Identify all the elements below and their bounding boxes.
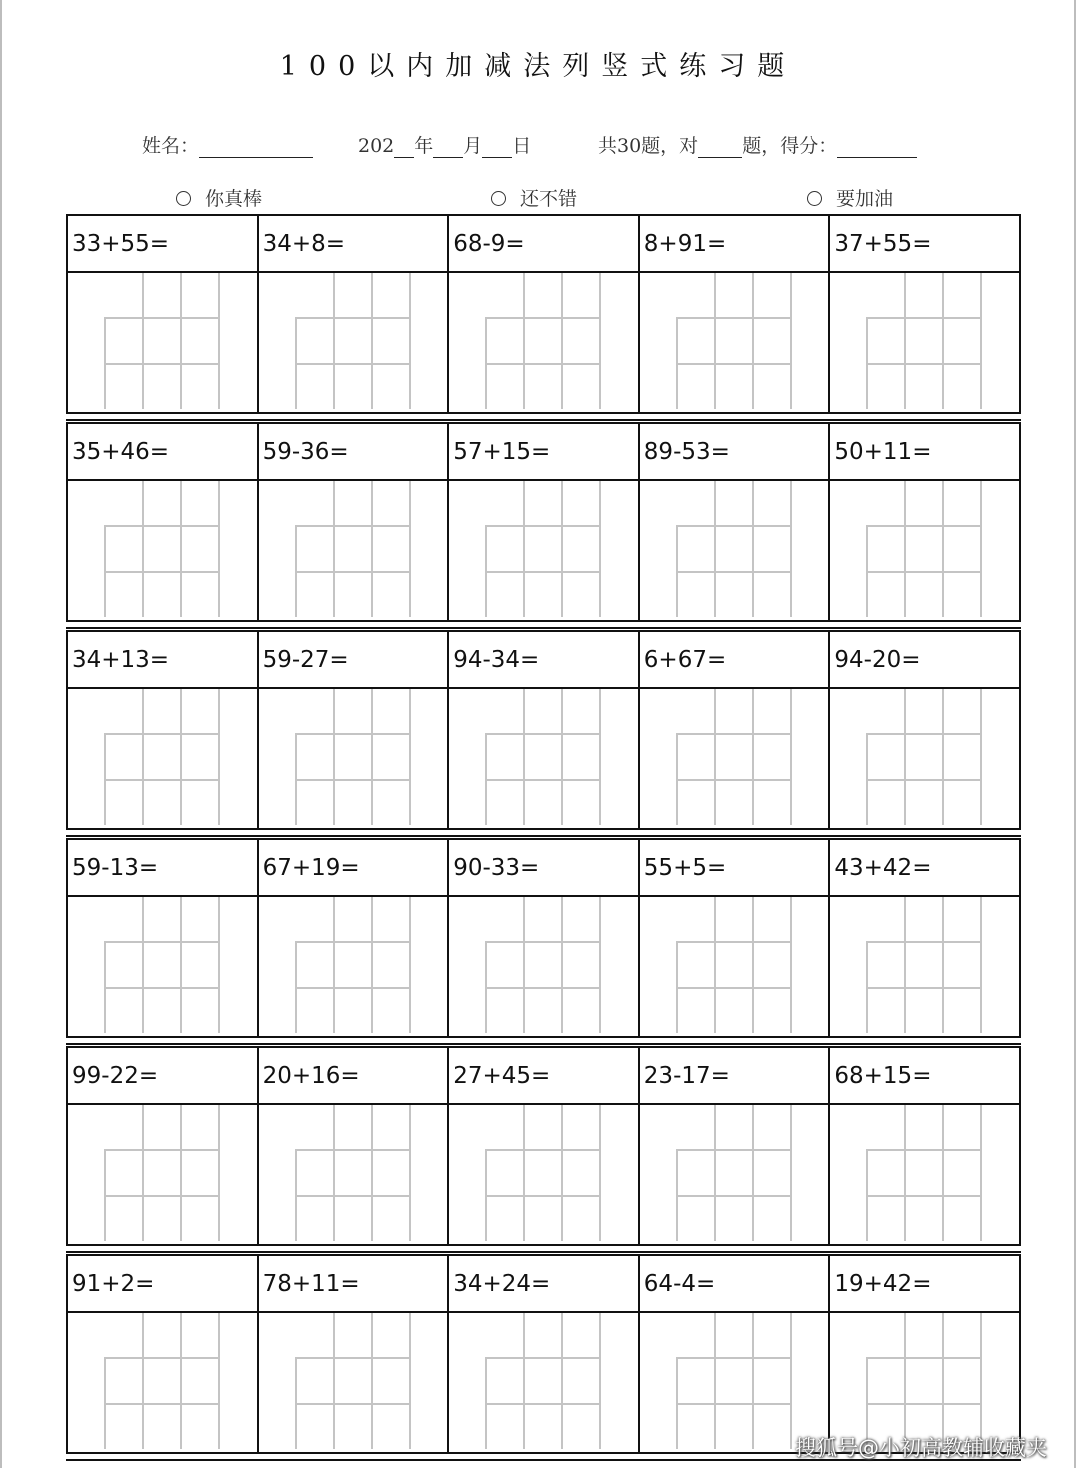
- grid-line-vertical: [599, 481, 601, 617]
- grid-line-vertical: [561, 1313, 563, 1449]
- grid-line-vertical: [599, 1313, 601, 1449]
- problem-sheet: [66, 214, 1021, 1468]
- name-blank[interactable]: [199, 137, 313, 158]
- problem-text: 33+55=: [72, 231, 170, 257]
- problem-text: 6+67=: [643, 647, 727, 673]
- grid-line-horizontal: [485, 317, 601, 319]
- grid-line-horizontal: [676, 363, 792, 365]
- answer-cell[interactable]: [257, 689, 448, 825]
- answer-cell[interactable]: [257, 897, 448, 1033]
- grid-line-vertical: [371, 273, 373, 409]
- grid-line-vertical: [599, 273, 601, 409]
- problem-text: 94-34=: [453, 647, 540, 673]
- year-blank[interactable]: [394, 137, 414, 158]
- grid-line-vertical: [333, 1313, 335, 1449]
- grid-line-horizontal: [866, 1357, 982, 1359]
- problem-text: 67+19=: [262, 855, 360, 881]
- grid-line-vertical: [942, 481, 944, 617]
- grid-line-vertical: [371, 897, 373, 1033]
- grid-line-vertical: [904, 1313, 906, 1449]
- grid-line-horizontal: [295, 987, 411, 989]
- grid-line-horizontal: [866, 733, 982, 735]
- grid-line-horizontal: [104, 987, 220, 989]
- grid-line-horizontal: [866, 1403, 982, 1405]
- problem-text: 34+8=: [262, 231, 346, 257]
- grid-line-vertical: [561, 481, 563, 617]
- problem-text: 90-33=: [453, 855, 540, 881]
- grid-line-horizontal: [104, 525, 220, 527]
- grid-line-vertical: [142, 897, 144, 1033]
- radio-circle-icon[interactable]: [807, 191, 822, 206]
- answer-cell[interactable]: [828, 273, 1019, 409]
- grid-line-vertical: [714, 273, 716, 409]
- problem-text: 99-22=: [72, 1063, 159, 1089]
- grid-line-horizontal: [295, 525, 411, 527]
- grid-line-horizontal: [104, 1357, 220, 1359]
- grid-line-vertical: [409, 689, 411, 825]
- grid-line-vertical: [752, 273, 754, 409]
- grid-line-vertical: [980, 1313, 982, 1449]
- problem-text: 64-4=: [643, 1271, 716, 1297]
- answer-cell[interactable]: [447, 273, 638, 409]
- problem-text: 23-17=: [643, 1063, 730, 1089]
- grid-line-horizontal: [676, 1149, 792, 1151]
- grid-line-vertical: [980, 273, 982, 409]
- grid-line-horizontal: [866, 1195, 982, 1197]
- grid-line-vertical: [523, 689, 525, 825]
- problem-text: 78+11=: [262, 1271, 360, 1297]
- grid-line-vertical: [371, 689, 373, 825]
- grid-line-vertical: [180, 481, 182, 617]
- answer-cell[interactable]: [66, 689, 257, 825]
- grid-line-vertical: [714, 1105, 716, 1241]
- grid-line-vertical: [523, 273, 525, 409]
- answer-cell[interactable]: [447, 1313, 638, 1449]
- grid-line-vertical: [942, 273, 944, 409]
- correct-count-blank[interactable]: [698, 137, 742, 158]
- grid-line-horizontal: [866, 525, 982, 527]
- grid-line-vertical: [599, 897, 601, 1033]
- grid-line-vertical: [714, 897, 716, 1033]
- grid-line-vertical: [333, 897, 335, 1033]
- grid-line-vertical: [980, 1105, 982, 1241]
- problem-text: 59-36=: [262, 439, 349, 465]
- answer-cell[interactable]: [828, 481, 1019, 617]
- grid-line-horizontal: [676, 733, 792, 735]
- grid-line-vertical: [561, 689, 563, 825]
- grid-line-horizontal: [295, 1195, 411, 1197]
- grid-line-vertical: [523, 1313, 525, 1449]
- answer-cell[interactable]: [638, 1313, 829, 1449]
- grid-line-horizontal: [866, 317, 982, 319]
- grid-line-horizontal: [485, 941, 601, 943]
- grid-line-vertical: [904, 689, 906, 825]
- problem-text: 27+45=: [453, 1063, 551, 1089]
- grid-line-vertical: [752, 1105, 754, 1241]
- grid-line-vertical: [333, 1105, 335, 1241]
- grid-line-horizontal: [676, 779, 792, 781]
- answer-cell[interactable]: [447, 1105, 638, 1241]
- grid-line-vertical: [409, 481, 411, 617]
- grid-line-horizontal: [676, 987, 792, 989]
- grid-line-vertical: [142, 273, 144, 409]
- grid-line-horizontal: [485, 733, 601, 735]
- grid-line-vertical: [980, 481, 982, 617]
- grid-line-vertical: [904, 1105, 906, 1241]
- grid-line-horizontal: [866, 363, 982, 365]
- grid-line-vertical: [142, 1313, 144, 1449]
- watermark: 搜狐号@小初高教辅收藏夹: [795, 1436, 1047, 1460]
- rating-option-try-harder[interactable]: 要加油: [807, 184, 893, 211]
- grid-line-vertical: [180, 897, 182, 1033]
- grid-line-horizontal: [104, 1195, 220, 1197]
- problem-text: 20+16=: [262, 1063, 360, 1089]
- grid-line-horizontal: [676, 571, 792, 573]
- grid-line-vertical: [409, 897, 411, 1033]
- grid-line-vertical: [409, 273, 411, 409]
- grid-line-horizontal: [295, 1357, 411, 1359]
- grid-line-horizontal: [104, 1149, 220, 1151]
- grid-line-vertical: [142, 1105, 144, 1241]
- grid-line-vertical: [523, 1105, 525, 1241]
- answer-cell[interactable]: [828, 897, 1019, 1033]
- grid-line-vertical: [714, 481, 716, 617]
- answer-cell[interactable]: [66, 1105, 257, 1241]
- block-separator: [66, 835, 1021, 837]
- grid-line-horizontal: [104, 733, 220, 735]
- problem-text: 57+15=: [453, 439, 551, 465]
- problem-text: 89-53=: [643, 439, 730, 465]
- grid-line-vertical: [180, 689, 182, 825]
- grid-line-horizontal: [485, 1403, 601, 1405]
- grid-line-vertical: [942, 1105, 944, 1241]
- answer-cell[interactable]: [638, 273, 829, 409]
- grid-line-vertical: [599, 1105, 601, 1241]
- grid-line-horizontal: [485, 1149, 601, 1151]
- grid-line-horizontal: [485, 363, 601, 365]
- problem-text: 34+24=: [453, 1271, 551, 1297]
- grid-line-vertical: [180, 1105, 182, 1241]
- grid-line-vertical: [714, 1313, 716, 1449]
- grid-line-vertical: [942, 689, 944, 825]
- answer-cell[interactable]: [828, 689, 1019, 825]
- grid-line-vertical: [333, 481, 335, 617]
- grid-line-horizontal: [104, 779, 220, 781]
- problem-text: 35+46=: [72, 439, 170, 465]
- answer-cell[interactable]: [828, 1313, 1019, 1449]
- grid-line-horizontal: [104, 571, 220, 573]
- grid-line-vertical: [790, 689, 792, 825]
- problem-text: 68+15=: [834, 1063, 932, 1089]
- grid-line-vertical: [218, 689, 220, 825]
- grid-line-horizontal: [866, 571, 982, 573]
- grid-line-vertical: [371, 1105, 373, 1241]
- grid-line-horizontal: [866, 987, 982, 989]
- grid-line-horizontal: [104, 941, 220, 943]
- grid-line-horizontal: [104, 1403, 220, 1405]
- grid-line-vertical: [333, 689, 335, 825]
- radio-circle-icon[interactable]: [176, 191, 191, 206]
- grid-line-horizontal: [104, 363, 220, 365]
- problem-text: 68-9=: [453, 231, 525, 257]
- grid-line-vertical: [904, 897, 906, 1033]
- problem-text: 34+13=: [72, 647, 170, 673]
- grid-line-vertical: [790, 481, 792, 617]
- rating-option-great[interactable]: 你真棒: [176, 184, 262, 211]
- answer-cell[interactable]: [257, 1313, 448, 1449]
- score-field[interactable]: 共30题，对 题，得分：: [598, 131, 917, 158]
- answer-cell[interactable]: [66, 897, 257, 1033]
- problem-text: 91+2=: [72, 1271, 155, 1297]
- grid-line-vertical: [904, 273, 906, 409]
- answer-cell[interactable]: [447, 897, 638, 1033]
- grid-line-vertical: [752, 481, 754, 617]
- grid-line-horizontal: [295, 1403, 411, 1405]
- name-field[interactable]: 姓名：: [142, 131, 313, 158]
- grid-line-vertical: [218, 1313, 220, 1449]
- answer-cell[interactable]: [257, 481, 448, 617]
- problem-text: 59-27=: [262, 647, 349, 673]
- grid-line-horizontal: [485, 525, 601, 527]
- grid-line-vertical: [790, 1105, 792, 1241]
- grid-line-horizontal: [676, 525, 792, 527]
- grid-line-vertical: [142, 689, 144, 825]
- student-info-row: [0, 131, 1076, 161]
- grid-line-vertical: [790, 1313, 792, 1449]
- problem-text: 19+42=: [834, 1271, 932, 1297]
- worksheet-title: 100以内加减法列竖式练习题: [279, 51, 797, 82]
- grid-line-horizontal: [295, 733, 411, 735]
- grid-line-vertical: [371, 1313, 373, 1449]
- answer-cell[interactable]: [638, 1105, 829, 1241]
- grid-line-horizontal: [295, 779, 411, 781]
- grid-line-vertical: [371, 481, 373, 617]
- grid-line-vertical: [409, 1313, 411, 1449]
- block-separator: [66, 627, 1021, 629]
- page-left-edge: [0, 0, 2, 1468]
- grid-line-vertical: [409, 1105, 411, 1241]
- problem-text: 43+42=: [834, 855, 932, 881]
- grid-line-horizontal: [485, 987, 601, 989]
- answer-cell[interactable]: [447, 481, 638, 617]
- rating-option-good[interactable]: 还不错: [491, 184, 577, 211]
- score-blank[interactable]: [837, 137, 917, 158]
- grid-line-horizontal: [295, 941, 411, 943]
- grid-line-vertical: [942, 897, 944, 1033]
- grid-line-vertical: [523, 481, 525, 617]
- block-separator: [66, 1251, 1021, 1253]
- grid-line-vertical: [561, 1105, 563, 1241]
- grid-line-horizontal: [866, 941, 982, 943]
- grid-line-horizontal: [104, 317, 220, 319]
- problem-text: 55+5=: [643, 855, 727, 881]
- grid-line-vertical: [218, 897, 220, 1033]
- block-separator: [66, 1043, 1021, 1045]
- grid-line-vertical: [218, 481, 220, 617]
- grid-line-vertical: [561, 897, 563, 1033]
- day-blank[interactable]: [482, 137, 512, 158]
- grid-line-vertical: [523, 897, 525, 1033]
- grid-line-horizontal: [676, 1357, 792, 1359]
- answer-cell[interactable]: [66, 1313, 257, 1449]
- problem-text: 50+11=: [834, 439, 932, 465]
- grid-line-horizontal: [676, 1195, 792, 1197]
- problem-text: 37+55=: [834, 231, 932, 257]
- grid-line-horizontal: [295, 571, 411, 573]
- grid-line-vertical: [752, 689, 754, 825]
- month-blank[interactable]: [433, 137, 463, 158]
- block-separator: [66, 419, 1021, 421]
- problem-text: 94-20=: [834, 647, 921, 673]
- grid-line-vertical: [752, 897, 754, 1033]
- grid-line-vertical: [790, 273, 792, 409]
- grid-line-vertical: [714, 689, 716, 825]
- answer-cell[interactable]: [257, 1105, 448, 1241]
- grid-line-vertical: [599, 689, 601, 825]
- grid-line-vertical: [333, 273, 335, 409]
- grid-line-vertical: [980, 689, 982, 825]
- answer-cell[interactable]: [447, 689, 638, 825]
- grid-line-vertical: [218, 1105, 220, 1241]
- date-field[interactable]: 202 年 月 日: [358, 135, 532, 157]
- grid-line-vertical: [180, 1313, 182, 1449]
- grid-line-horizontal: [485, 779, 601, 781]
- problem-text: 59-13=: [72, 855, 159, 881]
- grid-line-horizontal: [866, 779, 982, 781]
- grid-line-vertical: [752, 1313, 754, 1449]
- answer-cell[interactable]: [828, 1105, 1019, 1241]
- answer-cell[interactable]: [638, 481, 829, 617]
- grid-line-horizontal: [676, 941, 792, 943]
- grid-line-vertical: [904, 481, 906, 617]
- grid-line-horizontal: [866, 1149, 982, 1151]
- grid-line-vertical: [561, 273, 563, 409]
- grid-line-vertical: [180, 273, 182, 409]
- grid-line-vertical: [790, 897, 792, 1033]
- answer-cell[interactable]: [638, 897, 829, 1033]
- grid-line-horizontal: [295, 1149, 411, 1151]
- grid-line-vertical: [142, 481, 144, 617]
- grid-line-horizontal: [485, 571, 601, 573]
- answer-cell[interactable]: [66, 481, 257, 617]
- grid-line-horizontal: [676, 317, 792, 319]
- grid-line-vertical: [980, 897, 982, 1033]
- answer-cell[interactable]: [66, 273, 257, 409]
- grid-line-horizontal: [485, 1195, 601, 1197]
- problem-text: 8+91=: [643, 231, 727, 257]
- answer-cell[interactable]: [638, 689, 829, 825]
- grid-line-horizontal: [676, 1403, 792, 1405]
- grid-line-vertical: [218, 273, 220, 409]
- grid-line-horizontal: [295, 363, 411, 365]
- grid-line-horizontal: [295, 317, 411, 319]
- answer-cell[interactable]: [257, 273, 448, 409]
- grid-line-vertical: [942, 1313, 944, 1449]
- grid-line-horizontal: [485, 1357, 601, 1359]
- radio-circle-icon[interactable]: [491, 191, 506, 206]
